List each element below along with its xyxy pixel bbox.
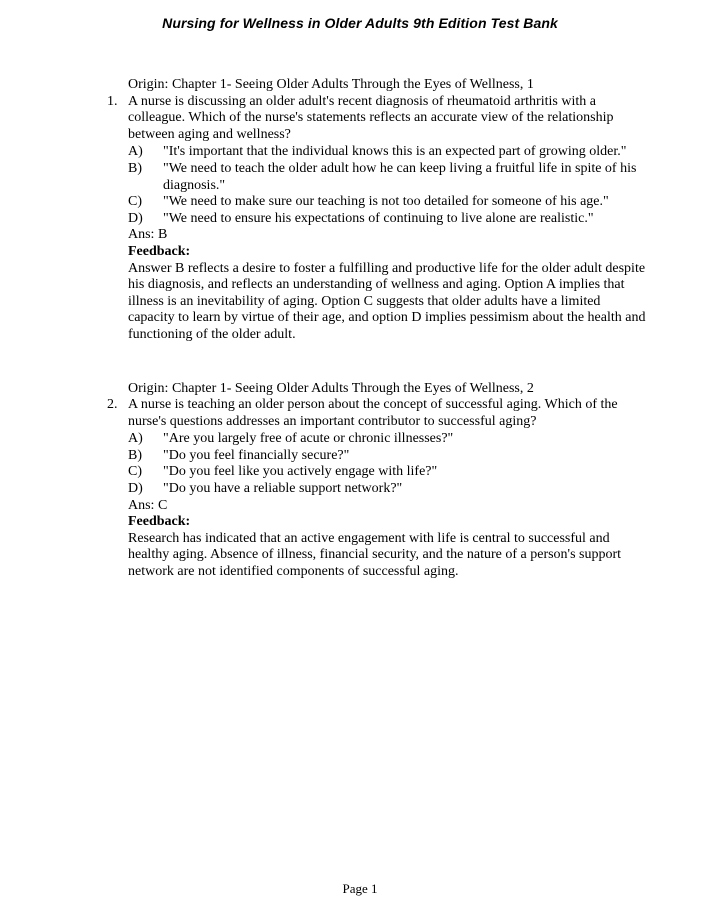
option-text: "We need to ensure his expectations of continuing to live alone are realistic."	[163, 210, 594, 226]
question-number: 2.	[107, 397, 118, 413]
answer-key: Ans: C	[128, 497, 168, 513]
option-text: "We need to teach the older adult how he can keep living a fruitful life in spite of his diagnosis."	[163, 160, 637, 193]
option-label: C)	[128, 464, 142, 480]
feedback-text: Answer B reflects a desire to foster a fulfilling and productive life for the older adult despite his diagnosis, and reflects an understanding of wellness and aging. Option A implies that illness is an inevitability of aging. Option C suggests that older adults have a limited capacity to learn by virtue of their age, and option D implies pessimism about the health and functioning of the older adult.	[128, 260, 646, 342]
option-label: C)	[128, 194, 142, 210]
option-label: D)	[128, 210, 143, 226]
answer-options	[128, 144, 647, 227]
answer-option	[128, 448, 647, 465]
option-text: "Do you feel financially secure?"	[163, 447, 350, 463]
question-block	[107, 381, 647, 581]
option-text: "Do you have a reliable support network?"	[163, 481, 403, 497]
option-label: B)	[128, 447, 142, 463]
feedback-label: Feedback:	[128, 243, 191, 259]
option-label: A)	[128, 431, 143, 447]
question-stem	[107, 94, 647, 144]
document-header: Nursing for Wellness in Older Adults 9th Edition Test Bank	[162, 15, 558, 31]
answer-option	[128, 464, 647, 481]
answer-key: Ans: B	[128, 227, 168, 243]
answer-option	[128, 144, 647, 161]
option-text: "We need to make sure our teaching is not too detailed for someone of his age."	[163, 194, 609, 210]
answer-option	[128, 431, 647, 448]
question-number: 1.	[107, 93, 118, 109]
question-block	[107, 77, 647, 344]
answer-options	[128, 431, 647, 497]
option-label: A)	[128, 144, 143, 160]
page-number: Page 1	[342, 881, 378, 896]
answer-option	[128, 481, 647, 498]
option-label: D)	[128, 481, 143, 497]
question-stem	[107, 397, 647, 430]
option-text: "It's important that the individual knows this is an expected part of growing older."	[163, 144, 627, 160]
document-body	[107, 77, 647, 618]
answer-option	[128, 211, 647, 228]
option-text: "Are you largely free of acute or chronic illnesses?"	[163, 431, 454, 447]
answer-option	[128, 161, 647, 194]
option-label: B)	[128, 160, 142, 176]
question-origin: Origin: Chapter 1- Seeing Older Adults Through the Eyes of Wellness, 2	[128, 380, 534, 396]
question-text: A nurse is discussing an older adult's recent diagnosis of rheumatoid arthritis with a colleague. Which of the nurse's statements reflects an accurate view of the relationship between aging and wellness?	[128, 93, 614, 142]
feedback-text: Research has indicated that an active engagement with life is central to successful and healthy aging. Absence of illness, financial security, and the nature of a person's support network are not identified components of successful aging.	[128, 530, 622, 580]
question-text: A nurse is teaching an older person about the concept of successful aging. Which of the nurse's questions addresses an important contributor to successful aging?	[128, 397, 618, 429]
question-origin: Origin: Chapter 1- Seeing Older Adults Through the Eyes of Wellness, 1	[128, 77, 534, 92]
answer-option	[128, 194, 647, 211]
option-text: "Do you feel like you actively engage with life?"	[163, 464, 438, 480]
feedback-label: Feedback:	[128, 514, 191, 530]
